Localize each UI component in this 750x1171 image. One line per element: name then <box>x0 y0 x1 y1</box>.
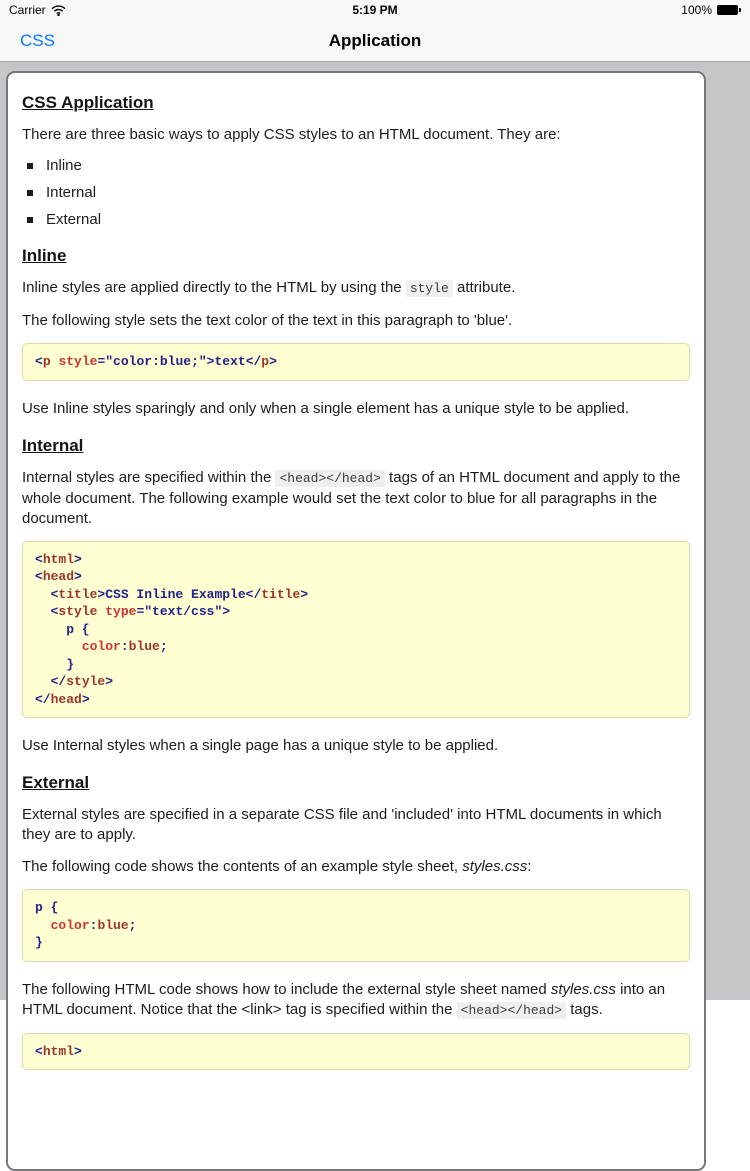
battery-percent-label: 100% <box>681 3 712 17</box>
paragraph: Use Internal styles when a single page has a unique style to be applied. <box>22 737 499 754</box>
content-scroll-area[interactable] <box>0 63 750 1059</box>
bullet-square-icon <box>27 217 33 223</box>
code-block-inline-example: <p style="color:blue;">text</p> <box>22 343 690 381</box>
carrier-label: Carrier <box>9 3 46 17</box>
document-card <box>6 71 706 1171</box>
paragraph: The following code shows the contents of an example style sheet, styles.css: <box>22 858 532 875</box>
list-item-inline <box>27 157 690 175</box>
article-title: CSS Application <box>22 93 154 112</box>
navigation-bar <box>0 20 750 62</box>
clock-label: 5:19 PM <box>352 3 398 17</box>
apply-methods-list <box>22 157 690 229</box>
list-item-label: Inline <box>46 157 82 174</box>
list-item-label: Internal <box>46 184 97 201</box>
section-heading-external: External <box>22 773 90 792</box>
paragraph: The following HTML code shows how to include the external style sheet named styles.css into an HTML document. Notice that the <link> tag is specified within the <head></head> tags. <box>22 980 666 1018</box>
bullet-square-icon <box>27 163 33 169</box>
paragraph: The following style sets the text color of the text in this paragraph to 'blue'. <box>22 312 513 329</box>
intro-paragraph: There are three basic ways to apply CSS styles to an HTML document. They are: <box>22 126 561 143</box>
list-item-internal <box>27 184 690 202</box>
page-title: Application <box>328 30 422 50</box>
code-block-internal-example: <html> <head> <title>CSS Inline Example</title> <style type="text/css"> p { color:blue; } </style> </head> <box>22 541 690 719</box>
paragraph: Use Inline styles sparingly and only when a single element has a unique style to be applied. <box>22 399 630 417</box>
code-block-stylesheet-example: p { color:blue; } <box>22 889 690 962</box>
section-heading-internal: Internal <box>22 435 84 455</box>
bullet-square-icon <box>27 190 33 196</box>
status-bar <box>0 0 750 20</box>
code-block-link-example: <html> <box>22 1033 690 1071</box>
list-item-label: External <box>46 211 102 228</box>
paragraph: Inline styles are applied directly to the HTML by using the style attribute. <box>22 279 516 296</box>
list-item-external <box>27 211 690 229</box>
back-button[interactable]: CSS <box>20 30 55 50</box>
paragraph: Internal styles are specified within the <head></head> tags of an HTML document and apply to the whole document. The following example would set the text color to blue for all paragraphs in the document. <box>22 468 681 527</box>
section-heading-inline: Inline <box>22 246 67 265</box>
paragraph: External styles are specified in a separate CSS file and 'included' into HTML documents in which they are to apply. <box>22 806 662 843</box>
